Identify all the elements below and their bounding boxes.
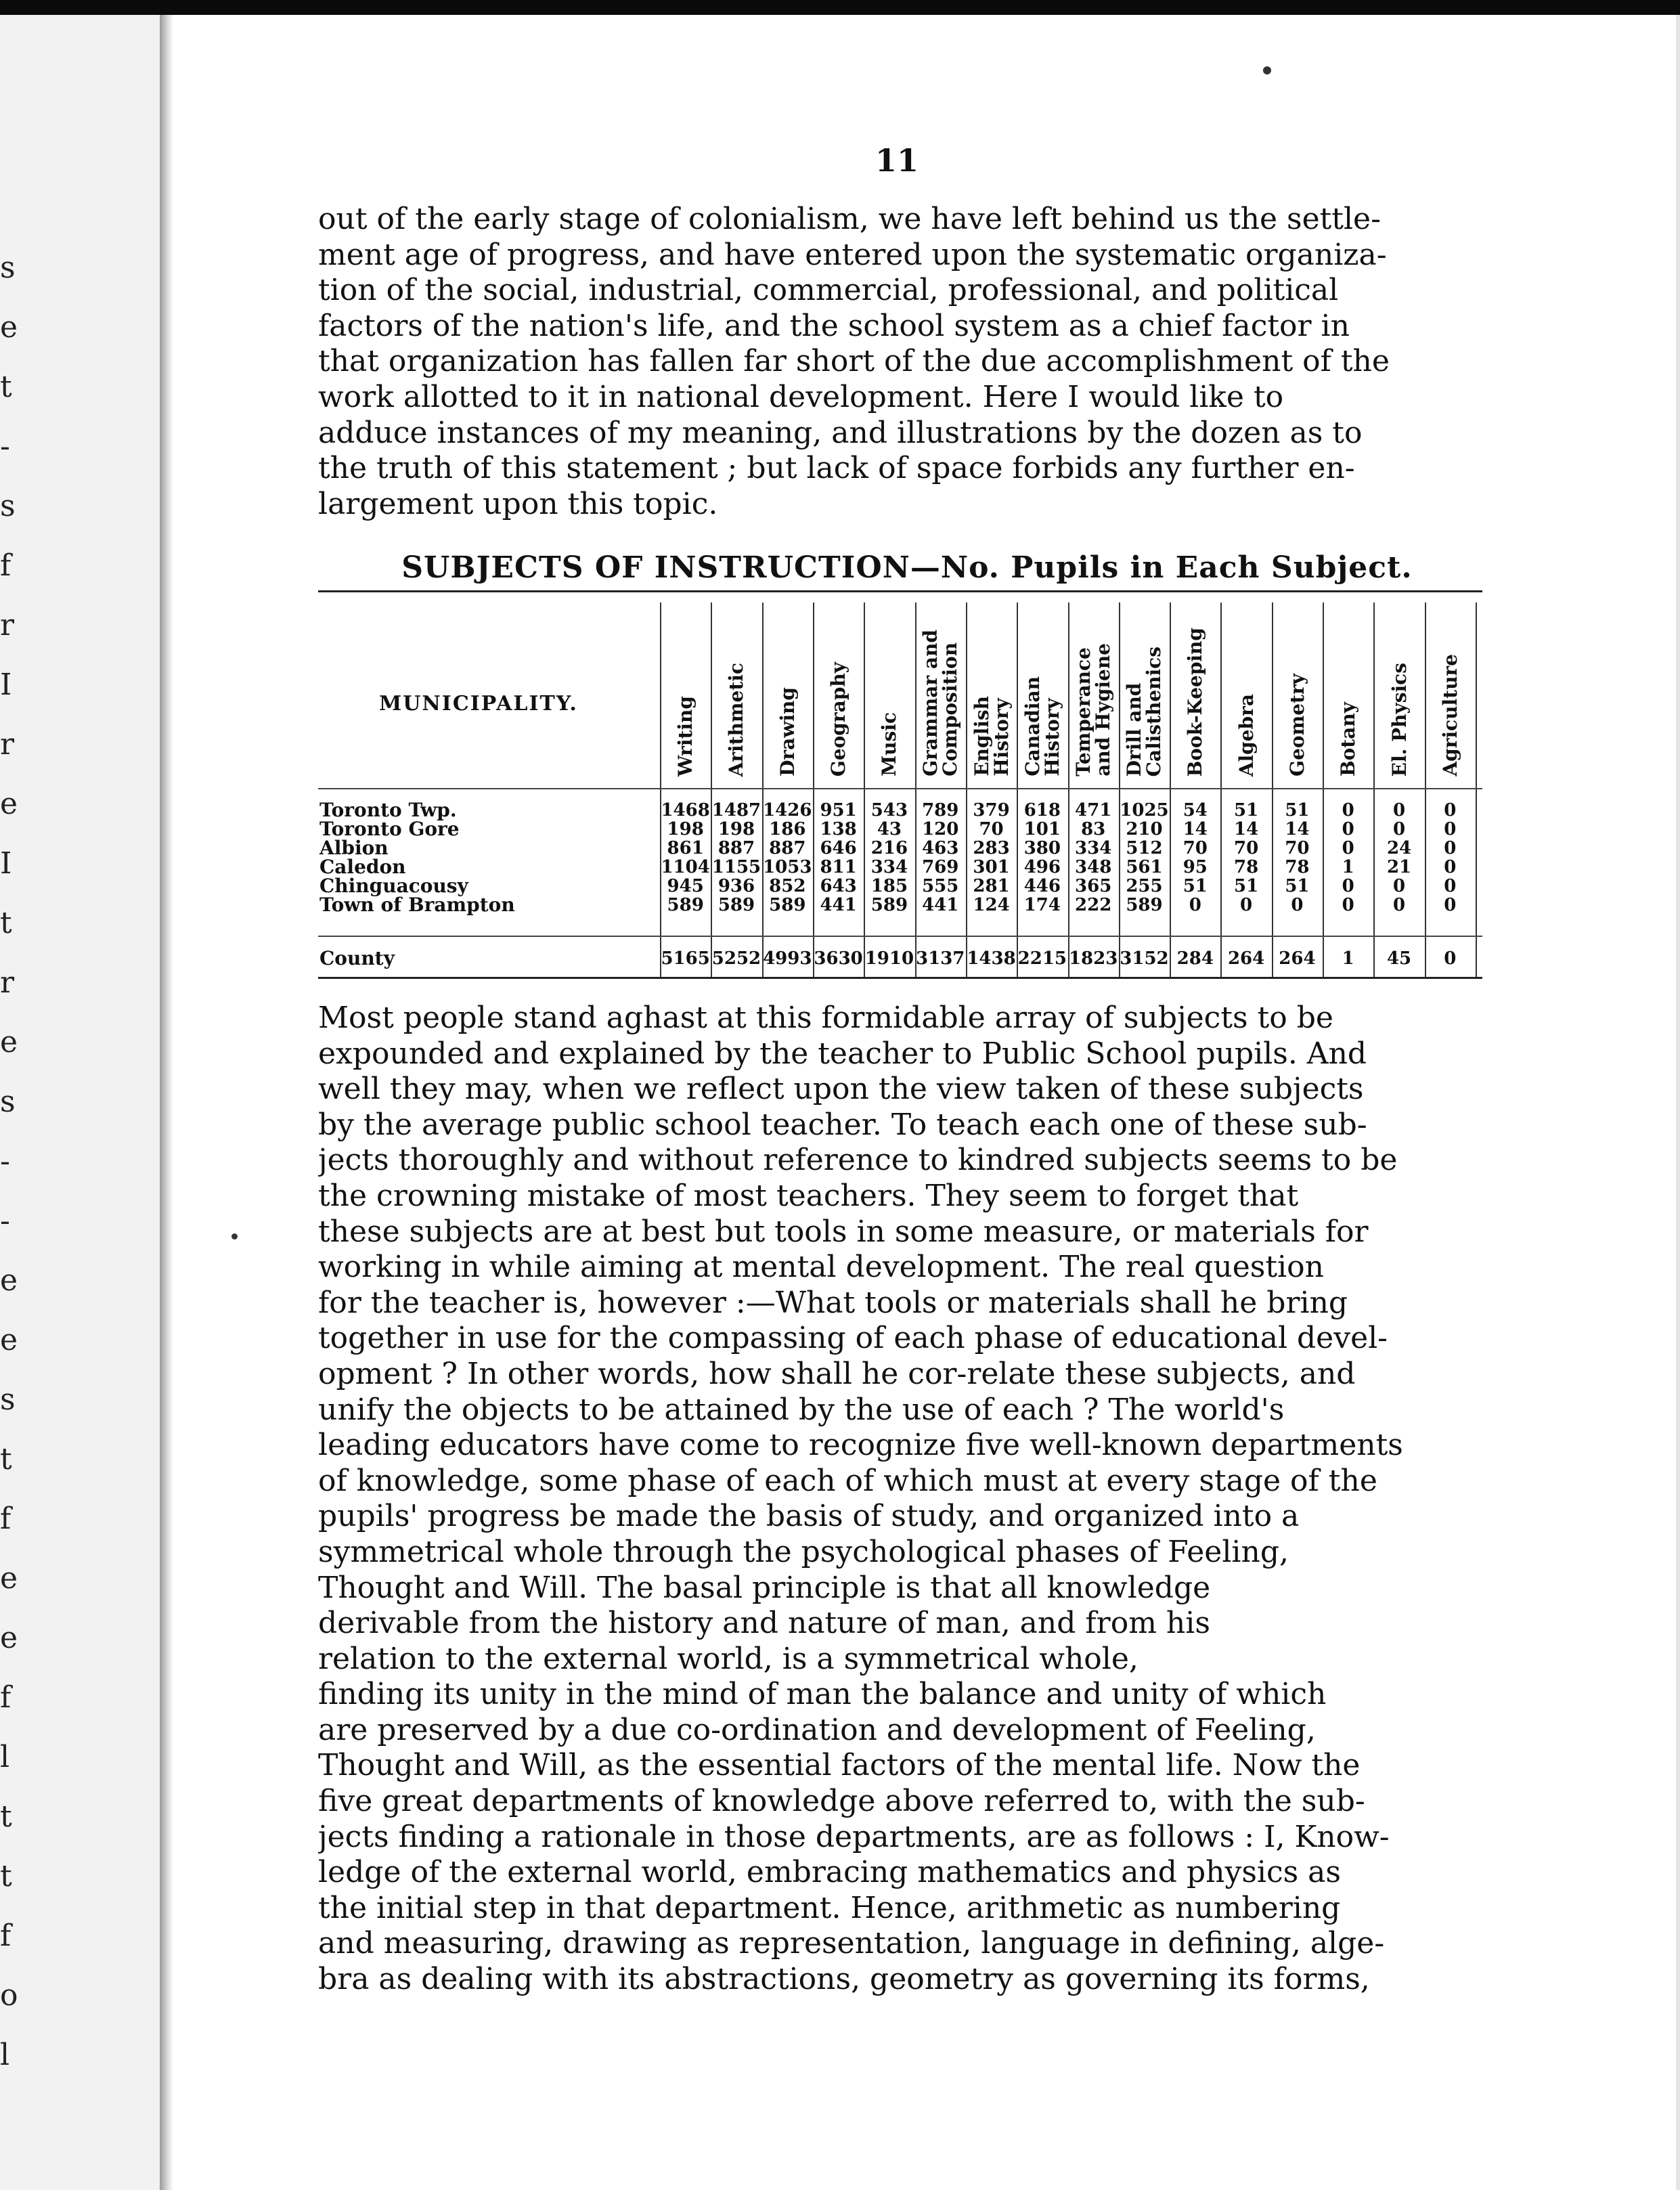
- paragraph-main: [318, 1001, 1482, 1998]
- text-line: pupils' progress be made the basis of study, and organized into a: [318, 1499, 1300, 1534]
- table-cell: 861: [667, 838, 704, 858]
- table-cell: 887: [717, 838, 755, 858]
- subject-column-header: Book-Keeping: [1184, 627, 1207, 776]
- fragment-char: e: [0, 1621, 18, 1655]
- table-cell: 51: [1285, 876, 1310, 896]
- scan-top-border: [0, 0, 1680, 15]
- table-cell: 3152: [1120, 948, 1169, 969]
- text-line: Thought and Will. The basal principle is that all knowledge: [318, 1570, 1211, 1605]
- text-line: these subjects are at best but tools in some measure, or materials for: [318, 1214, 1369, 1249]
- table-cell: 0: [1342, 838, 1354, 858]
- table-cell: 1155: [711, 857, 761, 877]
- text-line: for the teacher is, however :—What tools or materials shall he bring: [318, 1285, 1348, 1320]
- right-page-edge: [1676, 15, 1680, 2190]
- table-cell: 936: [717, 876, 755, 896]
- table-cell: 14: [1182, 819, 1208, 839]
- table-cell: 51: [1234, 876, 1259, 896]
- table-cell: 95: [1182, 857, 1208, 877]
- table-cell: 446: [1023, 876, 1061, 896]
- table-column-rule: [1476, 603, 1477, 978]
- table-cell: 283: [973, 838, 1010, 858]
- fragment-char: -: [0, 1144, 10, 1179]
- table-cell: 78: [1285, 857, 1310, 877]
- table-cell: 70: [1182, 838, 1208, 858]
- table-cell: 643: [820, 876, 857, 896]
- table-cell: 5165: [661, 948, 710, 969]
- table-cell: 769: [922, 857, 959, 877]
- table-cell: 441: [922, 895, 959, 915]
- table-cell: 45: [1386, 948, 1412, 969]
- table-cell: 264: [1227, 948, 1265, 969]
- table-cell: 0: [1342, 876, 1354, 896]
- table-cell: 618: [1023, 800, 1061, 820]
- table-cell: 78: [1234, 857, 1259, 877]
- fragment-char: t: [0, 906, 12, 940]
- table-cell: 646: [820, 838, 857, 858]
- table-cell: 5252: [711, 948, 761, 969]
- table-cell: 0: [1240, 895, 1253, 915]
- table-cell: 0: [1342, 819, 1354, 839]
- text-line: ment age of progress, and have entered upon the systematic organiza-: [318, 237, 1387, 272]
- table-cell: 0: [1444, 819, 1457, 839]
- text-line: ledge of the external world, embracing mathematics and physics as: [318, 1855, 1341, 1890]
- table-cell: 1468: [661, 800, 710, 820]
- fragment-char: -: [0, 429, 10, 464]
- fragment-char: l: [0, 2038, 10, 2072]
- fragment-char: t: [0, 1859, 12, 1893]
- table-cell: 210: [1126, 819, 1163, 839]
- table-bottom-rule: [318, 977, 1482, 979]
- subject-column-header: Geometry: [1285, 674, 1308, 776]
- total-separator-rule: [318, 936, 1482, 937]
- page-gutter: [160, 15, 173, 2190]
- table-cell: 365: [1075, 876, 1112, 896]
- table-cell: 2215: [1017, 948, 1067, 969]
- subject-column-header: Botany: [1337, 701, 1360, 776]
- text-line: the initial step in that department. Hence, arithmetic as numbering: [318, 1890, 1341, 1925]
- fragment-char: t: [0, 1799, 12, 1834]
- table-cell: 1823: [1068, 948, 1118, 969]
- table-cell: 0: [1444, 857, 1457, 877]
- table-cell: 3137: [916, 948, 965, 969]
- fragment-char: s: [0, 1085, 16, 1119]
- table-cell: 281: [973, 876, 1010, 896]
- fragment-char: s: [0, 489, 16, 523]
- fragment-char: e: [0, 787, 18, 821]
- table-cell: 14: [1234, 819, 1259, 839]
- text-line: tion of the social, industrial, commercial, professional, and political: [318, 273, 1339, 308]
- text-line: leading educators have come to recognize five well-known departments: [318, 1428, 1403, 1463]
- subjects-table: [318, 590, 1482, 983]
- table-cell: 51: [1285, 800, 1310, 820]
- text-line: opment ? In other words, how shall he cor-relate these subjects, and: [318, 1356, 1356, 1391]
- paragraph-intro: [318, 202, 1482, 522]
- fragment-char: o: [0, 1978, 18, 2013]
- subject-column-header: Drill and Calisthenics: [1123, 646, 1166, 776]
- table-cell: 496: [1023, 857, 1061, 877]
- fragment-char: e: [0, 1025, 18, 1059]
- municipality-header: MUNICIPALITY.: [379, 692, 578, 716]
- text-line: five great departments of knowledge above referred to, with the sub-: [318, 1784, 1365, 1819]
- table-cell: 589: [870, 895, 908, 915]
- table-cell: 0: [1444, 895, 1457, 915]
- table-cell: 0: [1444, 800, 1457, 820]
- municipality-name: Town of Brampton: [319, 894, 515, 916]
- table-cell: 198: [667, 819, 704, 839]
- fragment-char: l: [0, 1740, 10, 1774]
- table-cell: 789: [922, 800, 959, 820]
- fragment-char: f: [0, 1502, 12, 1536]
- table-cell: 284: [1176, 948, 1214, 969]
- fragment-char: s: [0, 1382, 16, 1417]
- text-line: factors of the nation's life, and the school system as a chief factor in: [318, 308, 1350, 343]
- subject-column-header: Arithmetic: [725, 662, 748, 776]
- table-cell: 70: [1234, 838, 1259, 858]
- subject-column-header: Grammar and Composition: [919, 630, 962, 776]
- fragment-char: I: [0, 667, 12, 702]
- scan-speck: [1263, 66, 1271, 74]
- table-cell: 0: [1444, 948, 1457, 969]
- table-cell: 301: [973, 857, 1010, 877]
- subject-column-header: Drawing: [776, 687, 799, 776]
- text-line: out of the early stage of colonialism, we have left behind us the settle-: [318, 202, 1381, 236]
- fragment-char: e: [0, 1561, 18, 1596]
- table-top-rule: [318, 590, 1482, 592]
- subject-column-header: El. Physics: [1388, 662, 1411, 776]
- table-cell: 334: [870, 857, 908, 877]
- table-cell: 463: [922, 838, 959, 858]
- table-cell: 887: [769, 838, 806, 858]
- table-cell: 555: [922, 876, 959, 896]
- table-cell: 185: [870, 876, 908, 896]
- table-cell: 0: [1342, 895, 1354, 915]
- subject-column-header: Temperance and Hygiene: [1072, 643, 1115, 776]
- header-bottom-rule: [318, 788, 1482, 789]
- fragment-char: r: [0, 608, 15, 642]
- text-line: work allotted to it in national development. Here I would like to: [318, 379, 1284, 414]
- table-cell: 0: [1392, 876, 1406, 896]
- table-cell: 334: [1075, 838, 1112, 858]
- table-cell: 951: [820, 800, 857, 820]
- table-cell: 1104: [661, 857, 710, 877]
- table-cell: 51: [1234, 800, 1259, 820]
- table-cell: 589: [717, 895, 755, 915]
- fragment-char: e: [0, 1263, 18, 1298]
- text-line: bra as dealing with its abstractions, geometry as governing its forms,: [318, 1962, 1370, 1997]
- text-line: the crowning mistake of most teachers. They seem to forget that: [318, 1178, 1299, 1213]
- table-cell: 1025: [1120, 800, 1169, 820]
- fragment-char: f: [0, 548, 12, 583]
- scan-speck: [231, 1233, 238, 1240]
- table-cell: 0: [1342, 800, 1354, 820]
- table-cell: 216: [870, 838, 908, 858]
- table-cell: 14: [1285, 819, 1310, 839]
- adjacent-page-fragments: [0, 238, 27, 2085]
- municipality-name: Albion: [319, 837, 389, 859]
- table-cell: 852: [769, 876, 806, 896]
- table-cell: 0: [1444, 876, 1457, 896]
- table-cell: 1426: [763, 800, 812, 820]
- table-cell: 589: [667, 895, 704, 915]
- fragment-char: f: [0, 1919, 12, 1953]
- municipality-name: Caledon: [319, 856, 406, 878]
- text-line: finding its unity in the mind of man the balance and unity of which: [318, 1677, 1327, 1712]
- fragment-char: r: [0, 965, 15, 1000]
- table-cell: 124: [973, 895, 1010, 915]
- table-cell: 24: [1386, 838, 1412, 858]
- fragment-char: s: [0, 250, 16, 285]
- subject-column-header: Geography: [827, 661, 850, 776]
- text-line: by the average public school teacher. To teach each one of these sub-: [318, 1107, 1367, 1142]
- table-cell: 811: [820, 857, 857, 877]
- table-cell: 1438: [967, 948, 1016, 969]
- table-cell: 264: [1279, 948, 1316, 969]
- table-cell: 174: [1023, 895, 1061, 915]
- fragment-char: I: [0, 846, 12, 881]
- table-cell: 1: [1342, 948, 1354, 969]
- text-line: expounded and explained by the teacher to Public School pupils. And: [318, 1036, 1367, 1071]
- table-cell: 0: [1291, 895, 1304, 915]
- subject-column-header: Writing: [674, 695, 697, 776]
- fragment-char: r: [0, 727, 15, 762]
- table-cell: 54: [1182, 800, 1208, 820]
- table-cell: 222: [1075, 895, 1112, 915]
- table-cell: 0: [1392, 800, 1406, 820]
- table-cell: 1: [1342, 857, 1354, 877]
- text-line: the truth of this statement ; but lack of space forbids any further en-: [318, 451, 1355, 486]
- subject-column-header: Agriculture: [1438, 654, 1461, 776]
- subject-column-header: English History: [970, 696, 1013, 776]
- table-cell: 1910: [864, 948, 914, 969]
- table-cell: 186: [769, 819, 806, 839]
- table-cell: 4993: [763, 948, 812, 969]
- table-cell: 348: [1075, 857, 1112, 877]
- table-cell: 51: [1182, 876, 1208, 896]
- text-line: and measuring, drawing as representation, language in defining, alge-: [318, 1926, 1385, 1961]
- municipality-name: Toronto Gore: [319, 818, 460, 840]
- table-cell: 0: [1444, 838, 1457, 858]
- table-cell: 589: [1126, 895, 1163, 915]
- table-cell: 21: [1386, 857, 1412, 877]
- text-line: together in use for the compassing of each phase of educational devel-: [318, 1321, 1388, 1356]
- fragment-char: f: [0, 1680, 12, 1715]
- table-cell: 0: [1189, 895, 1201, 915]
- text-line: largement upon this topic.: [318, 486, 718, 521]
- subject-column-header: Music: [878, 712, 901, 776]
- text-line: well they may, when we reflect upon the view taken of these subjects: [318, 1072, 1364, 1107]
- table-cell: 83: [1081, 819, 1106, 839]
- table-caption: SUBJECTS OF INSTRUCTION—No. Pupils in Each Subject.: [401, 550, 1413, 585]
- page-number: 11: [875, 142, 919, 179]
- table-cell: 101: [1023, 819, 1061, 839]
- table-cell: 0: [1392, 819, 1406, 839]
- table-cell: 945: [667, 876, 704, 896]
- text-line: working in while aiming at mental development. The real question: [318, 1250, 1324, 1285]
- table-cell: 138: [820, 819, 857, 839]
- text-line: derivable from the history and nature of man, and from his: [318, 1606, 1210, 1641]
- table-cell: 380: [1023, 838, 1061, 858]
- table-cell: 255: [1126, 876, 1163, 896]
- text-line: Thought and Will, as the essential factors of the mental life. Now the: [318, 1748, 1361, 1783]
- fragment-char: e: [0, 1323, 18, 1357]
- text-line: Most people stand aghast at this formidable array of subjects to be: [318, 1001, 1333, 1035]
- table-cell: 3630: [814, 948, 863, 969]
- table-cell: 441: [820, 895, 857, 915]
- table-cell: 543: [870, 800, 908, 820]
- text-line: symmetrical whole through the psychological phases of Feeling,: [318, 1534, 1289, 1569]
- table-cell: 471: [1075, 800, 1112, 820]
- subject-column-header: Algebra: [1235, 693, 1258, 776]
- table-cell: 120: [922, 819, 959, 839]
- municipality-name: Toronto Twp.: [319, 799, 457, 821]
- text-line: unify the objects to be attained by the use of each ? The world's: [318, 1392, 1285, 1427]
- subject-column-header: Canadian History: [1021, 676, 1063, 776]
- text-line: are preserved by a due co-ordination and development of Feeling,: [318, 1712, 1316, 1747]
- fragment-char: t: [0, 1442, 12, 1476]
- text-line: adduce instances of my meaning, and illustrations by the dozen as to: [318, 415, 1363, 450]
- table-cell: 561: [1126, 857, 1163, 877]
- table-cell: 379: [973, 800, 1010, 820]
- table-cell: 589: [769, 895, 806, 915]
- table-cell: 70: [979, 819, 1004, 839]
- text-line: jects thoroughly and without reference to kindred subjects seems to be: [318, 1143, 1398, 1178]
- text-line: that organization has fallen far short of the due accomplishment of the: [318, 344, 1390, 379]
- text-line: jects finding a rationale in those departments, are as follows : I, Know-: [318, 1819, 1390, 1854]
- table-cell: 1487: [711, 800, 761, 820]
- table-cell: 198: [717, 819, 755, 839]
- table-cell: 43: [877, 819, 902, 839]
- text-line: of knowledge, some phase of each of which must at every stage of the: [318, 1463, 1377, 1498]
- fragment-char: t: [0, 370, 12, 404]
- text-line: relation to the external world, is a symmetrical whole,: [318, 1641, 1139, 1676]
- adjacent-page-edge: [0, 15, 160, 2190]
- fragment-char: -: [0, 1204, 10, 1238]
- fragment-char: e: [0, 310, 18, 345]
- table-cell: 0: [1392, 895, 1406, 915]
- table-cell: 70: [1285, 838, 1310, 858]
- table-cell: 1053: [763, 857, 812, 877]
- table-cell: 512: [1126, 838, 1163, 858]
- municipality-name: County: [319, 947, 395, 969]
- municipality-name: Chinguacousy: [319, 875, 468, 897]
